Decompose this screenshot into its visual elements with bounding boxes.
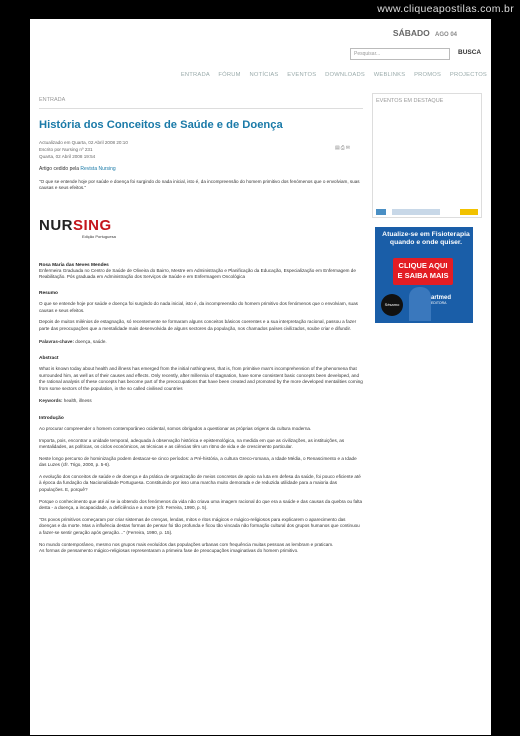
person-illustration xyxy=(409,287,431,321)
logo-subtitle: Edição Portuguesa xyxy=(82,233,116,239)
sesamo-badge: Sésamo xyxy=(381,294,403,316)
keywords-en-label: Keywords: xyxy=(39,398,63,404)
web-page xyxy=(30,19,491,735)
intro-paragraph-5: Porque o conhecimento que até aí se ia obtendo dos fenómenos da vida não criava uma imagem racional do que era a saúde e das causas da quebra ou falta desta - a doença, a incapacidade, a deficiência e a morte (cfr. Ferreira, 1990, p. 5). xyxy=(39,498,363,511)
publish-date: Quarta, 02 Abril 2008 19:54 xyxy=(39,154,96,159)
article-quote: "O que se entende hoje por saúde e doença foi surgindo do nada inicial, isto é, da incompreensão do homem primitivo dos fenómenos que o envolviam, suas causas e seus efeitos." xyxy=(39,178,360,191)
keywords-en-line xyxy=(39,398,363,405)
article-tools xyxy=(335,145,351,152)
date-display xyxy=(393,28,457,38)
ad-cta-line-1: CLIQUE AQUI xyxy=(398,261,448,270)
intro-heading: Introdução xyxy=(39,415,64,421)
events-box xyxy=(372,93,482,218)
intro-paragraph-1: Ao procurar compreender o homem contemporâneo ocidental, somos obrigados a questionar as próprias origens da cultura moderna. xyxy=(39,425,312,431)
search-input[interactable]: Pesquisar... xyxy=(350,48,450,60)
sidebar xyxy=(372,93,482,323)
keywords-line xyxy=(39,339,363,346)
resumo-heading: Resumo xyxy=(39,290,58,296)
abstract-heading: Abstract xyxy=(39,355,59,361)
nursing-logo xyxy=(39,218,363,246)
events-strip[interactable] xyxy=(376,209,478,215)
nav-item-eventos[interactable]: EVENTOS xyxy=(287,72,317,78)
resumo-paragraph-2: Depois de muitos milénios de estagnação, só recentemente se formaram alguns conceitos básicos coerentes e a sua interpretação racional, passou a fazer parte das preocupações que a mentalidade mais desenvolvida de alguns sectores da população, nos chamados países civilizados, soube criar e difundir. xyxy=(39,319,357,331)
intro-paragraph-2: Importa, pois, encontrar a unidade temporal, adequada à observação histórica e epistemológica, na medida em que as civilizações, as instituições, as mentalidades, as políticas, os ciclos económicos, as técnicas e as ciências têm um ritmo de vida e de crescimento particular. xyxy=(39,437,345,450)
keywords-label: Palavras-chave: xyxy=(39,339,74,345)
article-credit xyxy=(39,166,363,173)
keywords-value: doença, saúde. xyxy=(74,339,107,345)
month-day: AGO 04 xyxy=(434,32,457,38)
page-title: História dos Conceitos de Saúde e de Doença xyxy=(39,119,283,131)
event-thumb[interactable] xyxy=(460,209,478,215)
event-thumb[interactable] xyxy=(392,209,440,215)
ad-line-2: quando e onde quiser. xyxy=(389,239,463,246)
nav-item-downloads[interactable]: DOWNLOADS xyxy=(325,72,365,78)
intro-paragraph-6: "Os povos primitivos começaram por criar sistemas de crenças, lendas, mitos e ritos mágicos e mágico-religiosos para explicarem o aparecimento das doenças e da morte. Mas a influência destas formas de pensar foi tão profunda e ficou tão vincada não formação cultural dos grupos humanos que continuou a fazer-se sentir geração após geração…" (Ferreira, 1990, p. 15). xyxy=(39,516,360,536)
nav-item-promos[interactable]: PROMOS xyxy=(414,72,442,78)
author-line: Escrito por Nursing nº 231 xyxy=(39,147,93,152)
nav-item-projectos[interactable]: PROJECTOS xyxy=(449,72,487,78)
email-icon[interactable]: ✉ xyxy=(345,145,351,151)
article-meta xyxy=(39,139,363,160)
search-button[interactable]: BUSCA xyxy=(458,49,482,56)
credit-prefix: Artigo cedido pela xyxy=(39,166,81,172)
breadcrumb[interactable]: ENTRADA xyxy=(39,97,66,103)
logo-part-1: NUR xyxy=(39,216,73,234)
brand-name: artmed xyxy=(431,295,452,301)
updated-date: Actualizado em Quarta, 02 Abril 2008 20:10 xyxy=(39,140,128,145)
abstract-paragraph: What is known today about health and illness has emerged from the initial nothingness, that is, from primitive man's incomprehension of the phenomena that surrounded him, as well as of their causes and effects. Only recently, after millennia of stagnation, have some consistent basic concepts been developed, and the rational analysis of these concepts has become part of the preoccupations that have been created and promoted by the more developed mentalities coming from some sectors of the population, in the so called civilised countries xyxy=(39,365,363,391)
print-icon[interactable]: ⎙ xyxy=(340,145,346,151)
credit-link[interactable]: Revista Nursing xyxy=(80,166,116,172)
ad-headline xyxy=(381,231,471,247)
weekday: SÁBADO xyxy=(392,28,430,38)
article-column xyxy=(39,93,363,555)
ad-cta-line-2: E SAIBA MAIS xyxy=(397,271,449,280)
intro-paragraph-3: Neste longo percurso de hominização podem destacar-se cinco períodos: a Pré-história, a cultura Greco-romana, a Idade Média, o Renascimento e a Idade das Luzes (cfr. Trigo, 2000, p. 5-6). xyxy=(39,455,357,468)
brand-sub: EDITORA xyxy=(431,301,447,305)
intro-paragraph-7: No mundo contemporâneo, mesmo nos grupos mais evoluídos das populações urbanas com frequência muitas pessoas as lembram e praticam. xyxy=(39,541,334,547)
pdf-icon[interactable]: ▤ xyxy=(335,145,341,151)
event-thumb[interactable] xyxy=(376,209,386,215)
intro-paragraph-8: As formas de pensamento mágico-religiosas representaram a primeira fase de preocupações imaginativas do homem primitivo. xyxy=(39,548,299,554)
events-title: EVENTOS EM DESTAQUE xyxy=(376,98,444,104)
nav-item-entrada[interactable]: ENTRADA xyxy=(180,72,210,78)
divider xyxy=(39,108,363,109)
nav-item-forum[interactable]: FÓRUM xyxy=(218,72,241,78)
nav-item-weblinks[interactable]: WEBLINKS xyxy=(373,72,406,78)
keywords-en-value: health, illness xyxy=(62,398,92,404)
resumo-paragraph-1: O que se entende hoje por saúde e doença foi surgindo do nada inicial, isto é, da incompreensão do homem primitivo dos fenómenos que o envolviam, suas causas e seus efeitos. xyxy=(39,300,358,313)
author-bio: Enfermeira Graduada no Centro de Saúde de Oliveira do Bairro, Mestre em Administração e Planificação da Educação, Especialização em Enfermagem de Reabilitação. Pós graduada em Administração dos Serviços de Saúde e em Enfermagem Oncológica xyxy=(39,267,356,280)
fisioterapia-ad-banner[interactable] xyxy=(375,227,473,323)
ad-line-1: Atualize-se em Fisioterapia xyxy=(382,231,470,238)
author-name: Rosa Maria das Neves Mendes xyxy=(39,262,109,268)
logo-part-2: SING xyxy=(73,216,112,234)
main-nav xyxy=(174,72,487,78)
artmed-logo xyxy=(431,295,451,305)
nav-item-noticias[interactable]: NOTÍCIAS xyxy=(249,72,279,78)
intro-paragraph-4: A evolução dos conceitos de saúde e de doença e da prática de organização de meios concretos de apoio na luta em defesa da saúde, foi pouco eficiente até à época da fundação da Nacionalidade Portuguesa. Constituindo por isso uma marcha muito demorada e de reduzida utilidade para a maioria das populações. E, porquê? xyxy=(39,473,361,493)
watermark-url: www.cliqueapostilas.com.br xyxy=(377,3,514,15)
ad-cta-button[interactable] xyxy=(393,258,453,285)
